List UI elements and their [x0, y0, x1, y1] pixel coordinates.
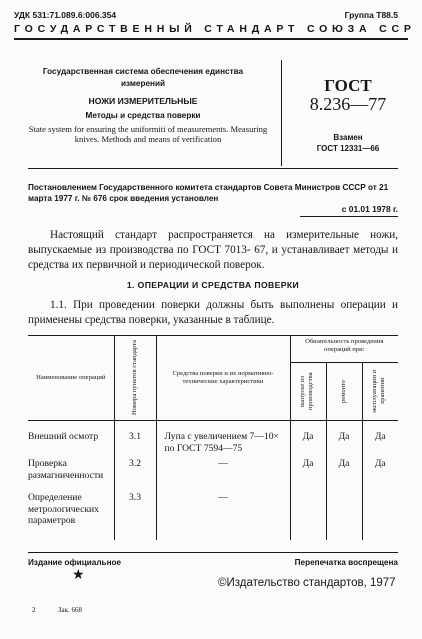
effective-date: с 01.01 1978 г. [341, 204, 398, 214]
row-release: Да [290, 421, 326, 455]
footer-rule [28, 552, 398, 553]
row-operation: Да [374, 458, 386, 469]
row-clause: 3.2 [114, 454, 156, 488]
row-operation: Да [374, 431, 386, 442]
row-clause: 3.3 [114, 488, 156, 540]
clause-1-1: 1.1. При проведении поверки должны быть выполнены операции и применены средства поверки, указанные в таблице. [28, 299, 398, 326]
row-release [290, 488, 326, 540]
official-edition: Издание официальное [28, 558, 122, 567]
row-name: Внешний осмотр [28, 421, 114, 455]
verification-table [28, 336, 398, 540]
row-operation [362, 488, 398, 540]
instead-label: Взамен [333, 133, 363, 142]
row-means: — [156, 488, 290, 540]
system-title: Государственная система обеспечения единства измерений [42, 67, 244, 88]
page-number: 2 [32, 606, 36, 614]
row-clause: 3.1 [114, 421, 156, 455]
udk-code: УДК 531:71.089.6:006.354 [14, 10, 117, 20]
row-means: — [156, 454, 290, 488]
standard-name: НОЖИ ИЗМЕРИТЕЛЬНЫЕ [88, 96, 198, 106]
group-code: Группа Т88.5 [344, 10, 398, 20]
section-title: 1. ОПЕРАЦИИ И СРЕДСТВА ПОВЕРКИ [126, 280, 300, 290]
english-title: State system for ensuring the uniformiti of measurements. Measuring knives. Methods and means of verification [28, 124, 268, 144]
col-clause: Номера пунктов стандарта [114, 336, 156, 421]
col-mandatory: Обязательность проведения операций при: [290, 336, 398, 362]
title-divider [281, 60, 282, 166]
copyright: ©Издательство стандартов, 1977 [218, 577, 396, 589]
table-row [28, 488, 398, 540]
gost-label: ГОСТ [324, 76, 372, 95]
decree-text: Постановлением Государственного комитета стандартов Совета Министров СССР от 21 марта 1977 г. № 676 срок введения установлен [28, 183, 389, 203]
reprint-prohibited: Перепечатка воспрещена [294, 558, 398, 567]
col-means: Средства поверки и их нормативно-технические характеристики [156, 336, 290, 421]
intro-paragraph: Настоящий стандарт распространяется на измерительные ножи, выпускаемые из производства по ГОСТ 7013- 67, и устанавливает методы и средства их первичной и периодической поверок. [28, 229, 398, 271]
row-means: Лупа с увеличением 7—10× по ГОСТ 7594—75 [156, 421, 290, 455]
row-name: Определение метрологических параметров [28, 488, 114, 540]
table-row [28, 421, 398, 455]
col-repair: ремонте [326, 362, 362, 420]
table-top-rule [28, 335, 398, 336]
date-underline [300, 216, 398, 217]
state-standard-heading: ГОСУДАРСТВЕННЫЙ СТАНДАРТ СОЮЗА ССР [14, 23, 416, 35]
row-repair: Да [326, 421, 362, 455]
star-icon: ★ [72, 568, 85, 583]
order-number: Зак. 668 [58, 606, 83, 614]
replaced-standard: ГОСТ 12331—66 [316, 144, 380, 153]
table-row [28, 454, 398, 488]
header-rule [14, 38, 408, 40]
col-operation: эксплуатации и хранении [362, 362, 398, 420]
row-release: Да [290, 454, 326, 488]
col-release: выпуске из производства [290, 362, 326, 420]
col-operations: Наименование операций [28, 336, 114, 421]
row-name: Проверка размагниченности [28, 454, 114, 488]
gost-number: 8.236—77 [309, 94, 387, 114]
title-rule [28, 168, 398, 169]
row-repair: Да [326, 454, 362, 488]
standard-subtitle: Методы и средства поверки [85, 111, 201, 120]
row-repair [326, 488, 362, 540]
